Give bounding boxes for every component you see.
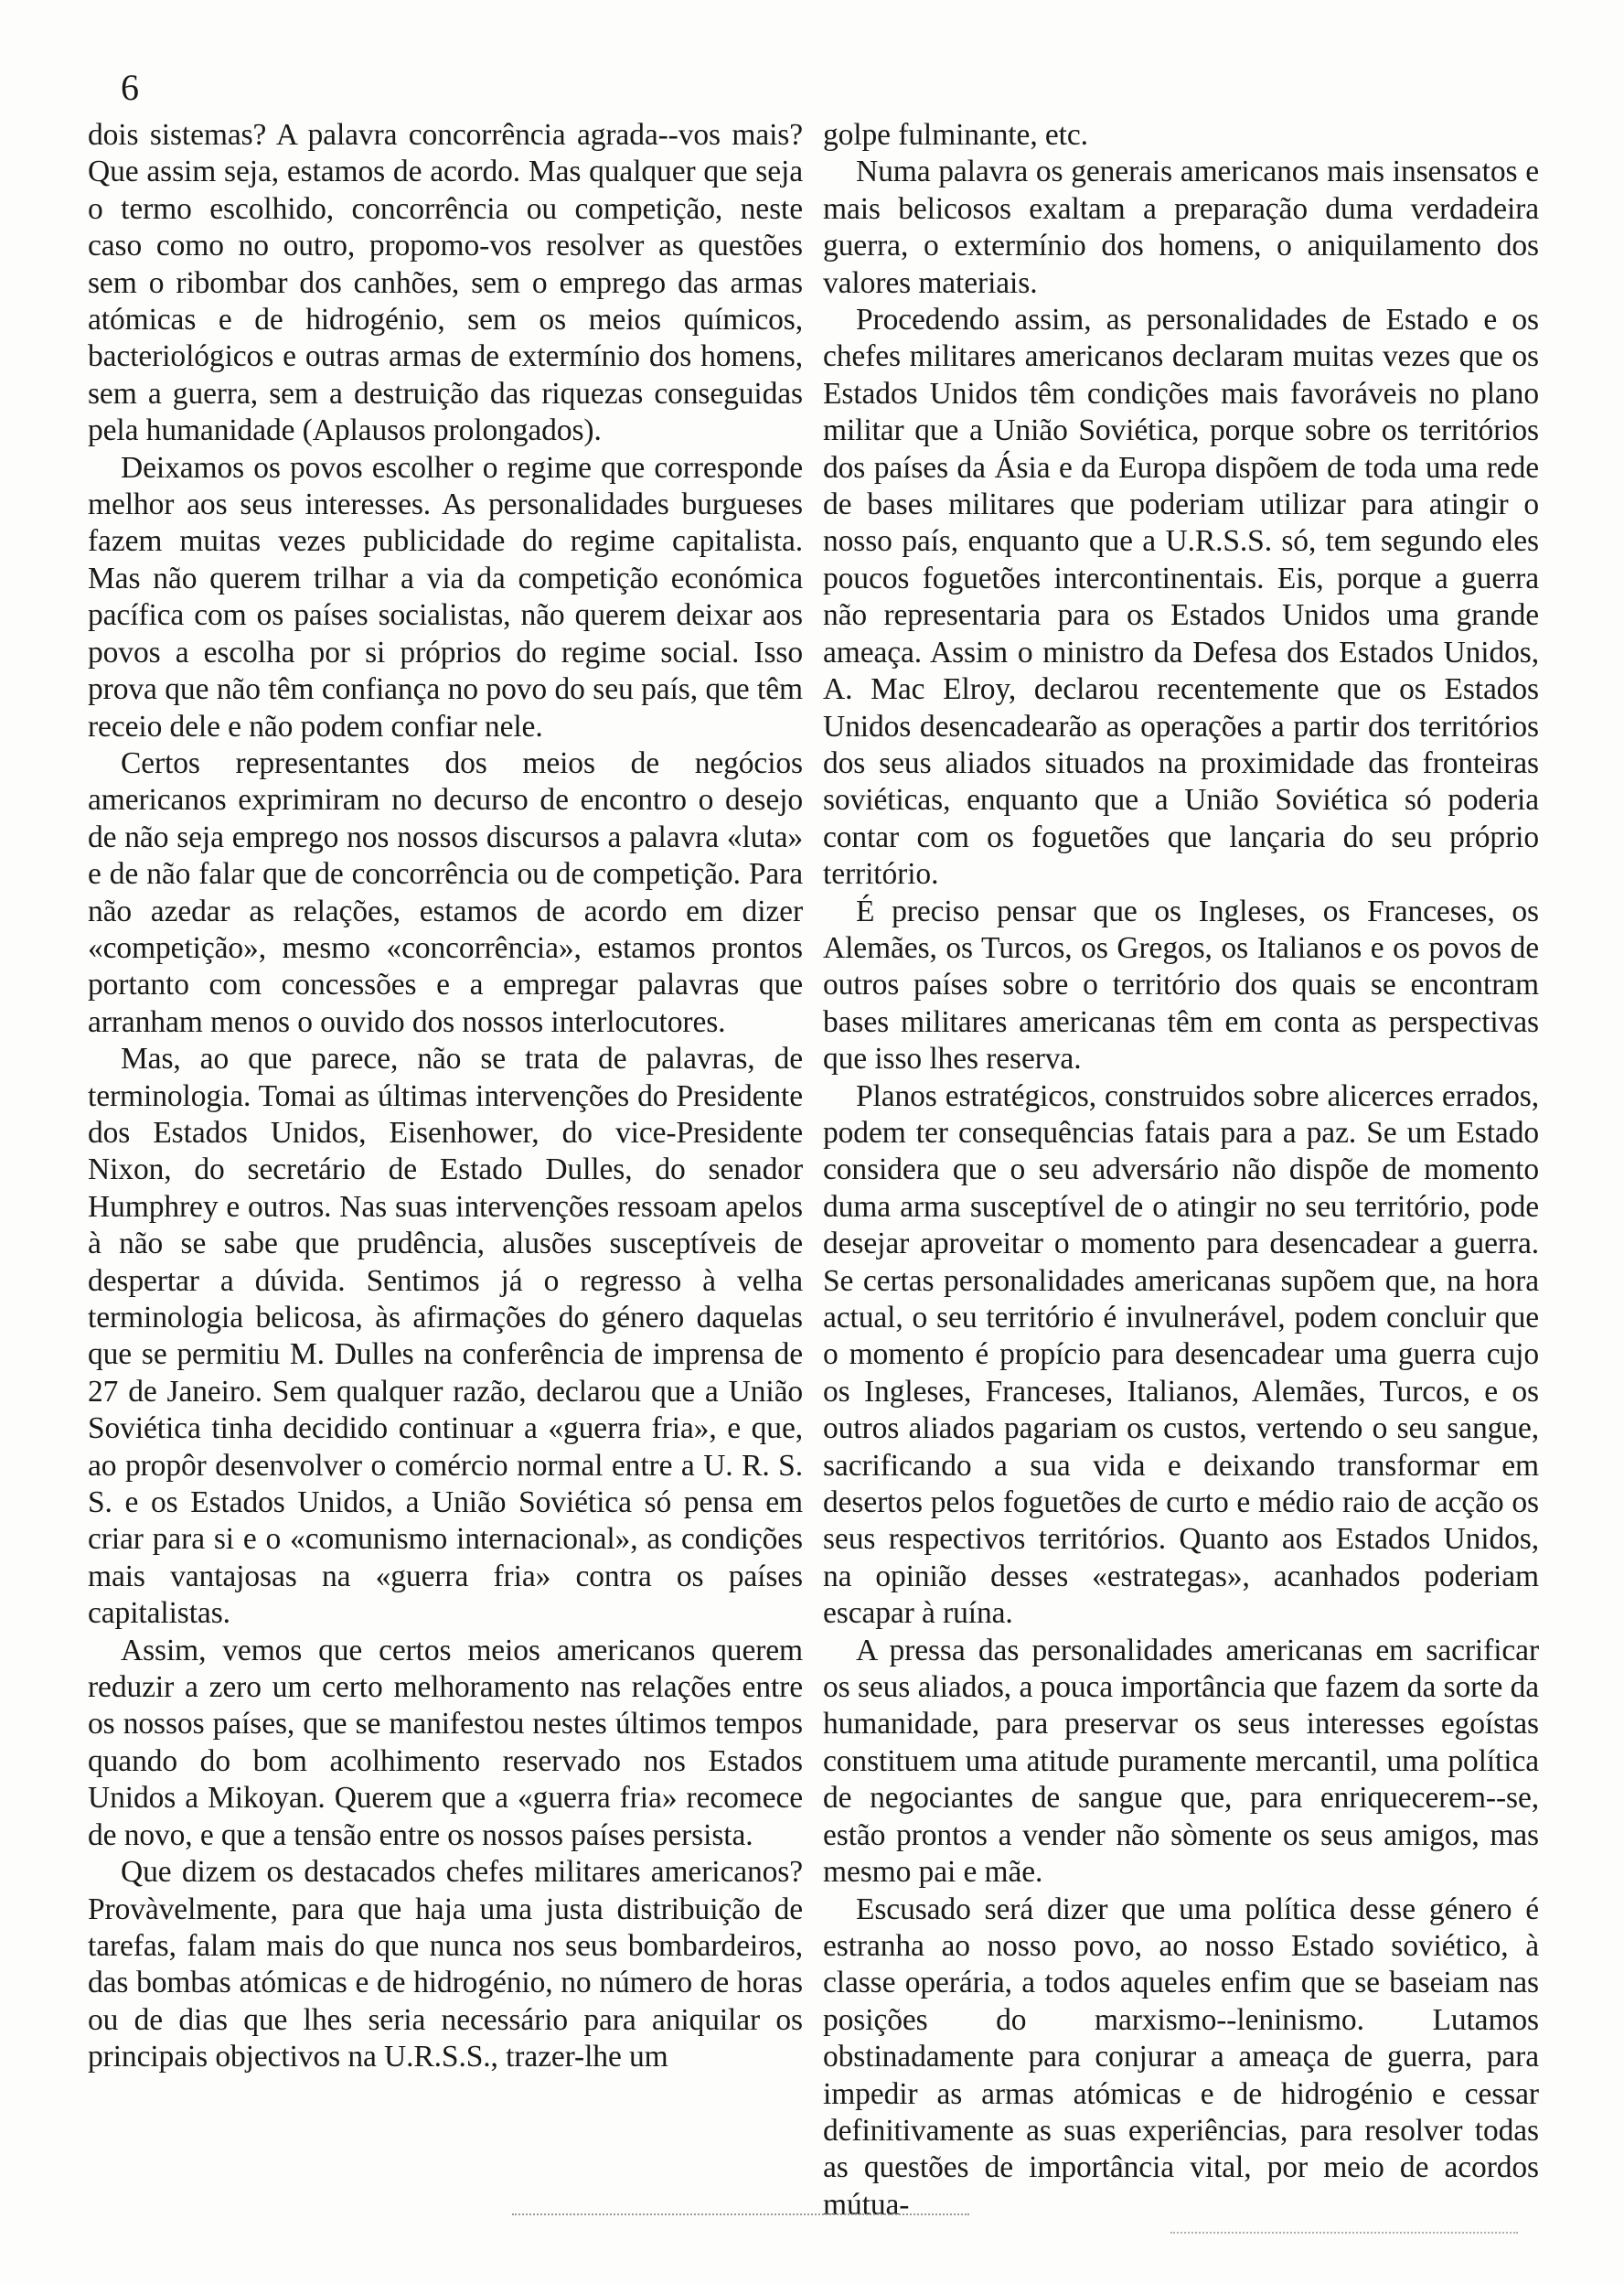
page-number: 6 xyxy=(121,67,139,108)
paragraph: Deixamos os povos escolher o regime que corresponde melhor aos seus interesses. As personalidades burgueses fazem muitas vezes publicidade do regime capitalista. Mas não querem trilhar a via da competição económica pacífica com os países socialistas, não querem deixar aos povos a escolha por si próprios do regime social. Isso prova que não têm confiança no povo do seu país, que têm receio dele e não podem confiar nele. xyxy=(88,450,803,744)
scan-speckle xyxy=(512,2213,969,2217)
paragraph: Escusado será dizer que uma política desse género é estranha ao nosso povo, ao nosso Estado soviético, à classe operária, a todos aqueles enfim que se baseiam nas posições do marxismo--leninismo. Lutamos obstinadamente para conjurar a ameaça de guerra, para impedir as armas atómicas e de hidrogénio e cessar definitivamente as suas experiências, para resolver todas as questões de importância vital, por meio de acordos mútua- xyxy=(823,1892,1539,2222)
left-column xyxy=(88,117,803,2076)
paragraph: dois sistemas? A palavra concorrência agrada--vos mais? Que assim seja, estamos de acordo. Mas qualquer que seja o termo escolhido, concorrência ou competição, neste caso como no outro, propomo-vos resolver as questões sem o ribombar dos canhões, sem o emprego das armas atómicas e de hidrogénio, sem os meios químicos, bacteriológicos e outras armas de extermínio dos homens, sem a guerra, sem a destruição das riquezas conseguidas pela humanidade (Aplausos prolongados). xyxy=(88,118,803,448)
paragraph: golpe fulminante, etc. xyxy=(823,118,1088,152)
paragraph: A pressa das personalidades americanas em sacrificar os seus aliados, a pouca importância que fazem da sorte da humanidade, para preservar os seus interesses egoístas constituem uma atitude puramente mercantil, uma política de negociantes de sangue que, para enriquecerem--se, estão prontos a vender não sòmente os seus amigos, mas mesmo pai e mãe. xyxy=(823,1633,1539,1890)
paragraph: Procedendo assim, as personalidades de Estado e os chefes militares americanos declaram muitas vezes que os Estados Unidos têm condições mais favoráveis no plano militar que a União Soviética, porque sobre os territórios dos países da Ásia e da Europa dispõem de toda uma rede de bases militares que poderiam utilizar para atingir o nosso país, enquanto que a U.R.S.S. só, tem segundo eles poucos foguetões intercontinentais. Eis, porque a guerra não representaria para os Estados Unidos uma grande ameaça. Assim o ministro da Defesa dos Estados Unidos, A. Mac Elroy, declarou recentemente que os Estados Unidos desencadearão as operações a partir dos territórios dos seus aliados situados na proximidade das fronteiras soviéticas, enquanto que a União Soviética só poderia contar com os foguetões que lançaria do seu próprio território. xyxy=(823,303,1539,892)
paragraph: É preciso pensar que os Ingleses, os Franceses, os Alemães, os Turcos, os Gregos, os Italianos e os povos de outros países sobre o território dos quais se encontram bases militares americanas têm em conta as perspectivas que isso lhes reserva. xyxy=(823,894,1539,1077)
paragraph: Certos representantes dos meios de negócios americanos exprimiram no decurso de encontro o desejo de não seja emprego nos nossos discursos a palavra «luta» e de não falar que de concorrência ou de competição. Para não azedar as relações, estamos de acordo em dizer «competição», mesmo «concorrência», estamos prontos portanto com concessões e a empregar palavras que arranham menos o ouvido dos nossos interlocutores. xyxy=(88,745,803,1039)
paragraph: Que dizem os destacados chefes militares americanos? Provàvelmente, para que haja uma justa distribuição de tarefas, falam mais do que nunca nos seus bombardeiros, das bombas atómicas e de hidrogénio, no número de horas ou de dias que lhes seria necessário para aniquilar os principais objectivos na U.R.S.S., trazer-lhe um xyxy=(88,1855,803,2074)
right-column xyxy=(823,117,1539,2224)
paragraph: Assim, vemos que certos meios americanos querem reduzir a zero um certo melhoramento nas relações entre os nossos países, que se manifestou nestes últimos tempos quando do bom acolhimento reservado nos Estados Unidos a Mikoyan. Querem que a «guerra fria» recomece de novo, e que a tensão entre os nossos países persista. xyxy=(88,1633,803,1852)
paragraph: Planos estratégicos, construidos sobre alicerces errados, podem ter consequências fatais para a paz. Se um Estado considera que o seu adversário não dispõe de momento duma arma susceptível de o atingir no seu território, pode desejar aproveitar o momento para desencadear a guerra. Se certas personalidades americanas supõem que, na hora actual, o seu território é invulnerável, podem concluir que o momento é propício para desencadear uma guerra cujo os Ingleses, Franceses, Italianos, Alemães, Turcos, e os outros aliados pagariam os custos, vertendo o seu sangue, sacrificando a sua vida e deixando transformar em desertos pelos foguetões de curto e médio raio de acção os seus respectivos territórios. Quanto aos Estados Unidos, na opinião desses «estrategas», acanhados poderiam escapar à ruína. xyxy=(823,1078,1539,1631)
paragraph: Mas, ao que parece, não se trata de palavras, de terminologia. Tomai as últimas intervenções do Presidente dos Estados Unidos, Eisenhower, do vice-Presidente Nixon, do secretário de Estado Dulles, do senador Humphrey e outros. Nas suas intervenções ressoam apelos à não se sabe que prudência, alusões susceptíveis de despertar a dúvida. Sentimos já o regresso à velha terminologia belicosa, às afirmações do género daquelas que se permitiu M. Dulles na conferência de imprensa de 27 de Janeiro. Sem qualquer razão, declarou que a União Soviética tinha decidido continuar a «guerra fria», e que, ao propôr desenvolver o comércio normal entre a U. R. S. S. e os Estados Unidos, a União Soviética só pensa em criar para si e o «comunismo internacional», as condições mais vantajosas na «guerra fria» contra os países capitalistas. xyxy=(88,1042,803,1631)
scan-speckle xyxy=(1170,2232,1518,2235)
paragraph: Numa palavra os generais americanos mais insensatos e mais belicosos exaltam a preparação duma verdadeira guerra, o extermínio dos homens, o aniquilamento dos valores materiais. xyxy=(823,155,1539,300)
